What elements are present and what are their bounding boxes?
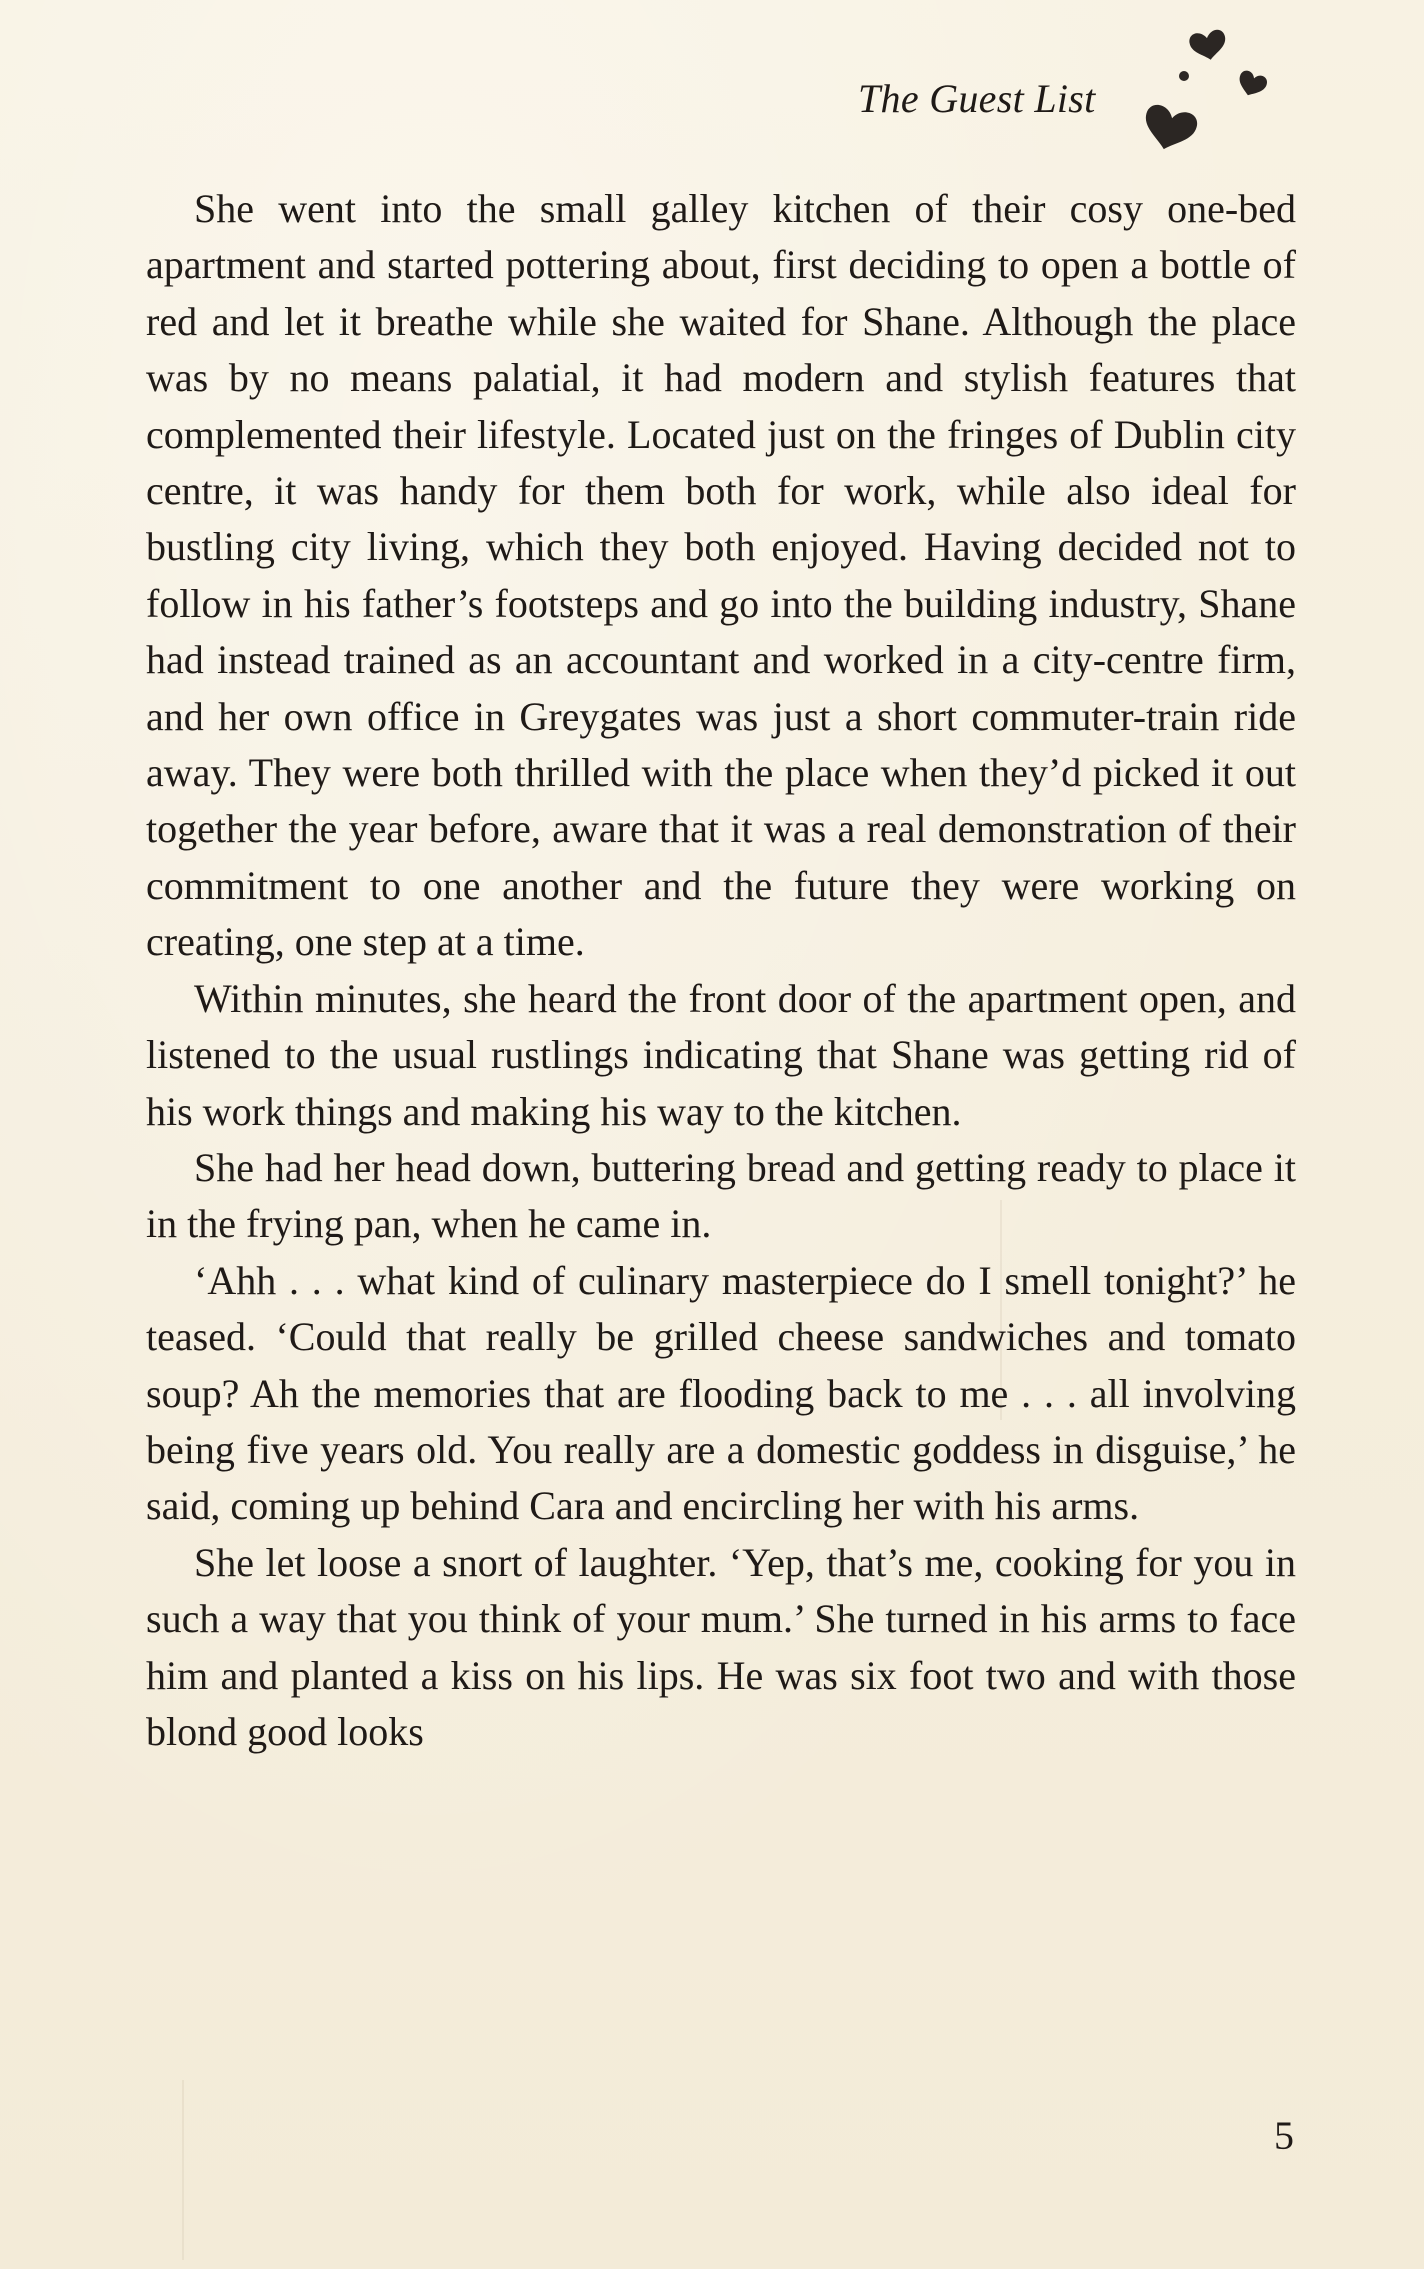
page-crease xyxy=(182,2080,184,2260)
running-header: The Guest List xyxy=(858,76,1096,121)
paragraph: She had her head down, buttering bread and getting ready to place it in the frying pan, when he came in. xyxy=(146,1144,1296,1247)
paragraph: Within minutes, she heard the front door of the apartment open, and listened to the usual rustlings indicating that Shane was getting rid of his work things and making his way to the kitchen. xyxy=(146,975,1296,1134)
body-text xyxy=(146,181,1296,1760)
paragraph: She let loose a snort of laughter. ‘Yep, that’s me, cooking for you in such a way that you think of your mum.’ She turned in his arms to face him and planted a kiss on his lips. He was six foot two and with those blond good looks xyxy=(146,1539,1296,1754)
page-number: 5 xyxy=(1274,2113,1294,2158)
paragraph: ‘Ahh . . . what kind of culinary masterpiece do I smell tonight?’ he teased. ‘Could that really be grilled cheese sandwiches and tomato soup? Ah the memories that are flooding back to me . . . all involving being five years old. You really are a domestic goddess in disguise,’ he said, coming up behind Cara and encircling her with his arms. xyxy=(146,1257,1296,1529)
paragraph: She went into the small galley kitchen of their cosy one-bed apartment and started pottering about, first deciding to open a bottle of red and let it breathe while she waited for Shane. Although the place was by no means palatial, it had modern and stylish features that complemented their lifestyle. Located just on the fringes of Dublin city centre, it was handy for them both for work, while also ideal for bustling city living, which they both enjoyed. Having decided not to follow in his father’s footsteps and go into the building industry, Shane had instead trained as an accountant and worked in a city-centre firm, and her own office in Greygates was just a short commuter-train ride away. They were both thrilled with the place when they’d picked it out together the year before, aware that it was a real demonstration of their commitment to one another and the future they were working on creating, one step at a time. xyxy=(146,186,1296,965)
hearts-icon xyxy=(1130,10,1280,150)
